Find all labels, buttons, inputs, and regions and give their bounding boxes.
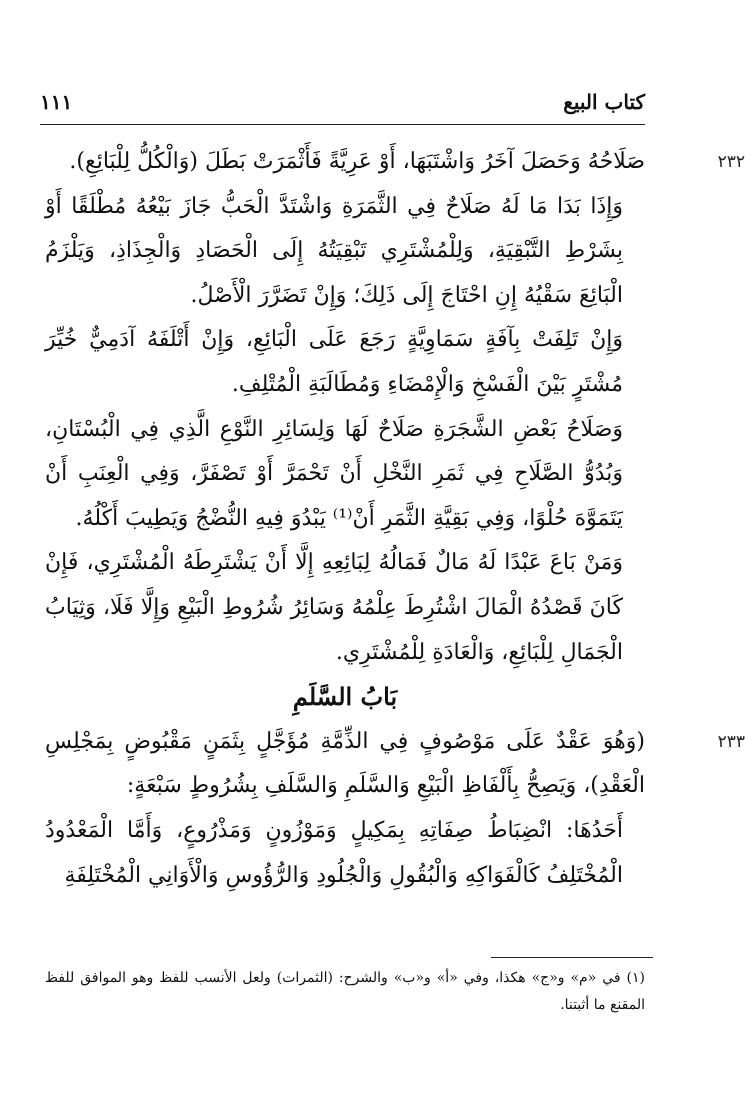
paragraph-4 xyxy=(45,408,645,542)
paragraph-1 xyxy=(45,140,745,185)
paragraph-5 xyxy=(45,541,645,675)
margin-number: ٢٣٢ xyxy=(717,152,745,172)
running-title: كتاب البيع xyxy=(563,90,645,114)
margin-number: ٢٣٣ xyxy=(717,731,745,752)
paragraph-text: وَإِنْ تَلِفَتْ بِآفَةٍ سَمَاوِيَّةٍ رَجَعَ عَلَى الْبَائِعِ، وَإِنْ أَتْلَفَهُ آدَمِيٌّ خُيِّرَ مُشْتَرٍ بَيْنَ الْفَسْخِ وَالْإِمْضَاءِ وَمُطَالَبَةِ الْمُتْلِفِ. xyxy=(45,327,623,397)
section-paragraph-2 xyxy=(45,809,645,898)
paragraph-text: صَلَاحُهُ وَحَصَلَ آخَرُ وَاشْتَبَهَا، أَوْ عَرِيَّةً فَأَثْمَرَتْ بَطَلَ (وَالْكُلُّ لِلْبَائِعِ). xyxy=(69,149,645,174)
page-number: ١١١ xyxy=(40,90,73,114)
section-paragraph-1 xyxy=(45,720,745,809)
paragraph-2 xyxy=(45,185,645,319)
paragraph-text: (وَهُوَ عَقْدٌ عَلَى مَوْصُوفٍ فِي الذِّمَّةِ مُؤَجَّلٍ بِثَمَنٍ مَقْبُوضٍ بِمَجْلِسِ الْعَقْدِ)، وَيَصِحُّ بِأَلْفَاظِ الْبَيْعِ وَالسَّلَمِ وَالسَّلَفِ بِشُرُوطٍ سَبْعَةٍ: xyxy=(45,728,645,799)
paragraph-text: وَصَلَاحُ بَعْضِ الشَّجَرَةِ صَلَاحٌ لَهَا وَلِسَائِرِ النَّوْعِ الَّذِي فِي الْبُسْتَانِ، وَبُدُوُّ الصَّلَاحِ فِي ثَمَرِ النَّخْلِ أَنْ تَحْمَرَّ أَوْ تَصْفَرَّ، وَفِي الْعِنَبِ أَنْ يَتَمَوَّهَ حُلْوًا، وَفِي بَقِيَّةِ الثَّمَرِ أَنْ⁽¹⁾ يَبْدُوَ فِيهِ النُّضْجُ وَيَطِيبَ أَكْلُهُ. xyxy=(45,416,623,531)
footnote: (١) في «م» و«ج» هكذا، وفي «أ» و«ب» والشرح: (الثمرات) ولعل الأنسب للفظ وهو الموافق للفظ المقنع ما أثبتنا. xyxy=(45,970,645,1013)
footnote-divider xyxy=(491,957,653,958)
paragraph-text: أَحَدُهَا: انْضِبَاطُ صِفَاتِهِ بِمَكِيلٍ وَمَوْزُونٍ وَمَذْرُوعٍ، وَأَمَّا الْمَعْدُودُ الْمُخْتَلِفُ كَالْفَوَاكِهِ وَالْبُقُولِ وَالْجُلُودِ وَالرُّؤُوسِ وَالْأَوَانِي الْمُخْتَلِفَةِ xyxy=(45,817,623,888)
paragraph-text: وَمَنْ بَاعَ عَبْدًا لَهُ مَالٌ فَمَالُهُ لِبَائِعِهِ إِلَّا أَنْ يَشْتَرِطَهُ الْمُشْتَرِي، فَإِنْ كَانَ قَصْدُهُ الْمَالَ اشْتُرِطَ عِلْمُهُ وَسَائِرُ شُرُوطِ الْبَيْعِ وَإِلَّا فَلَا، وَثِيَابُ الْجَمَالِ لِلْبَائِعِ، وَالْعَادَةِ لِلْمُشْتَرِي. xyxy=(45,550,623,665)
main-text xyxy=(45,140,745,898)
section-title: بَابُ السَّلَمِ xyxy=(292,682,398,712)
page-header xyxy=(40,84,645,125)
paragraph-text: وَإِذَا بَدَا مَا لَهُ صَلَاحٌ فِي الثَّمَرَةِ وَاشْتَدَّ الْحَبُّ جَازَ بَيْعُهُ مُطْلَقًا أَوْ بِشَرْطِ التَّبْقِيَةِ، وَلِلْمُشْتَرِي تَبْقِيَتُهُ إِلَى الْحَصَادِ وَالْجِذَاذِ، وَيَلْزَمُ الْبَائِعَ سَقْيُهُ إِنِ احْتَاجَ إِلَى ذَلِكَ؛ وَإِنْ تَضَرَّرَ الْأَصْلُ. xyxy=(45,193,623,308)
paragraph-3 xyxy=(45,318,645,407)
